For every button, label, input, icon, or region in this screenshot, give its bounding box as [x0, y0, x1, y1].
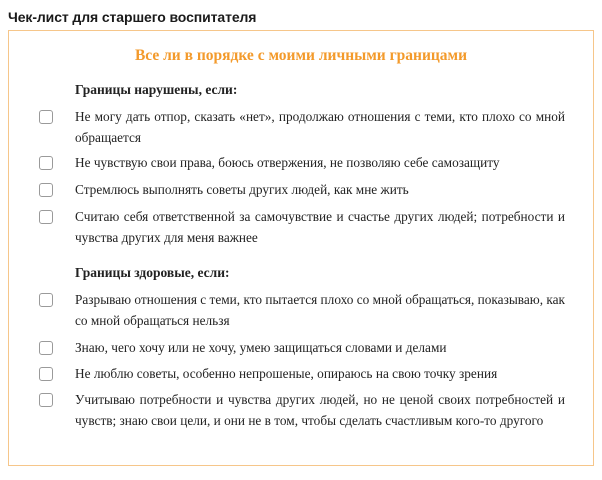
checklist-title: Все ли в порядке с моими личными границами	[134, 47, 468, 64]
checklist-item-text: Считаю себя ответственной за самочувствие и счастье других людей; потребности и чувства других для меня важнее	[75, 209, 565, 245]
checkbox[interactable]	[39, 393, 53, 407]
section-title-violated: Границы нарушены, если:	[75, 82, 238, 97]
checkbox[interactable]	[39, 210, 53, 224]
checklist-item-text: Не могу дать отпор, сказать «нет», продолжаю отношения с теми, кто плохо со мной обращается	[75, 109, 565, 145]
section-title-healthy: Границы здоровые, если:	[75, 265, 230, 280]
checklist-item-text: Не люблю советы, особенно непрошеные, опираюсь на свою точку зрения	[75, 366, 498, 381]
checklist-panel	[8, 30, 594, 466]
checklist-item-text: Стремлюсь выполнять советы других людей, как мне жить	[75, 182, 409, 197]
checklist-item-text: Знаю, чего хочу или не хочу, умею защищаться словами и делами	[75, 340, 447, 355]
checkbox[interactable]	[39, 341, 53, 355]
checkbox[interactable]	[39, 293, 53, 307]
checklist-item-text: Не чувствую свои права, боюсь отвержения, не позволяю себе самозащиту	[75, 155, 500, 170]
checkbox[interactable]	[39, 367, 53, 381]
checkbox[interactable]	[39, 110, 53, 124]
checklist-item-text: Разрываю отношения с теми, кто пытается плохо со мной обращаться, показываю, как со мной обращаться нельзя	[75, 292, 565, 328]
checklist-item-text: Учитываю потребности и чувства других людей, но не ценой своих потребностей и чувств; знаю свои цели, и они не в том, чтобы сделать счастливым кого-то другого	[75, 392, 565, 428]
page-heading: Чек-лист для старшего воспитателя	[8, 9, 257, 25]
checkbox[interactable]	[39, 183, 53, 197]
checkbox[interactable]	[39, 156, 53, 170]
